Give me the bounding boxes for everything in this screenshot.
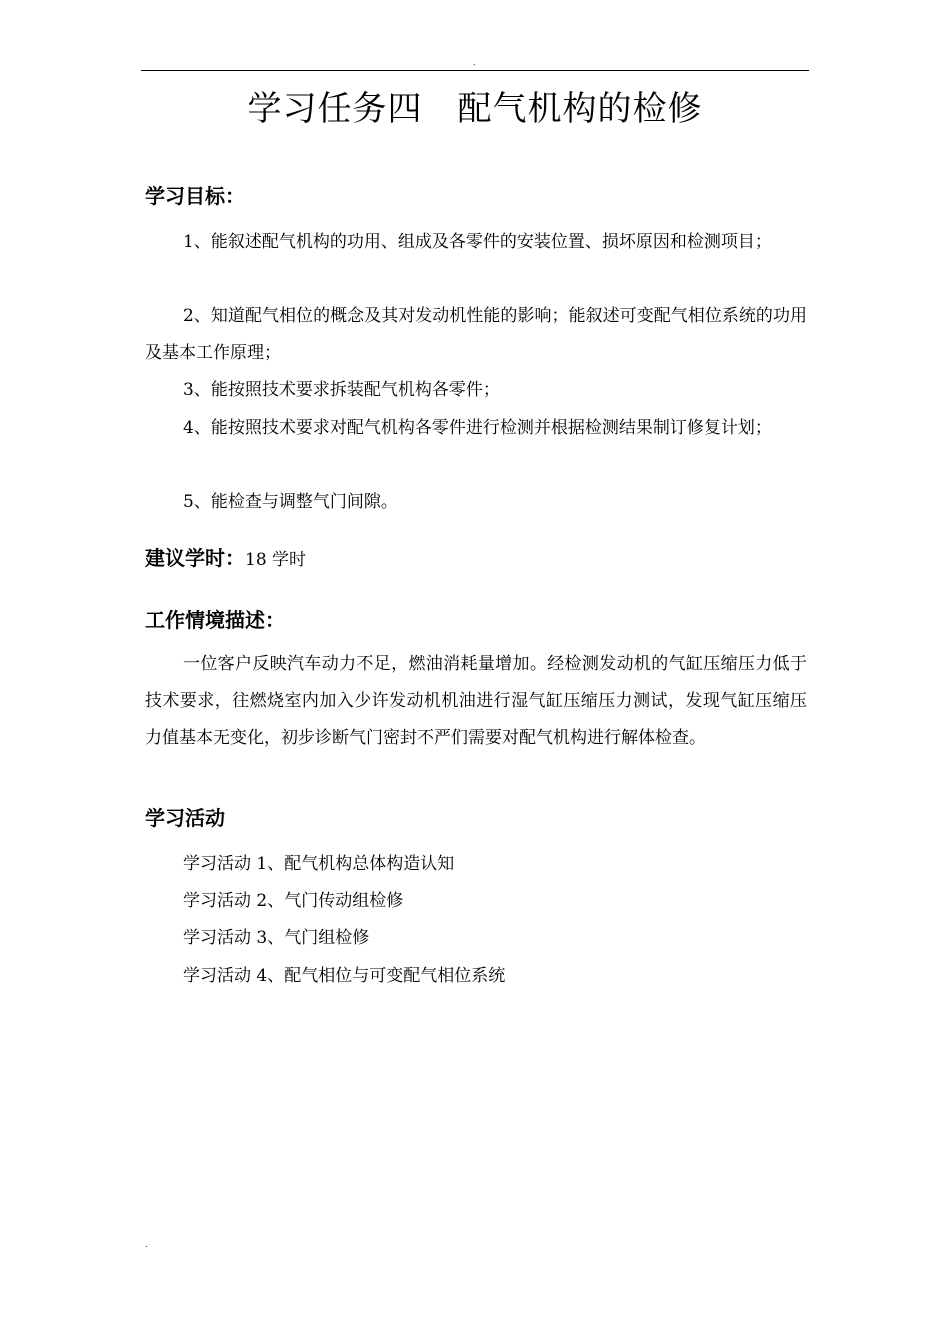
- objective-item-3: 3、能按照技术要求拆装配气机构各零件；: [183, 380, 500, 400]
- objective-item-4: 4、能按照技术要求对配气机构各零件进行检测并根据检测结果制订修复计划；: [183, 418, 772, 438]
- activity-item-3: 学习活动 3、气门组检修: [183, 928, 370, 948]
- scenario-heading: 工作情境描述：: [145, 608, 285, 632]
- header-rule: [141, 70, 809, 71]
- activity-item-4: 学习活动 4、配气相位与可变配气相位系统: [183, 966, 506, 986]
- scenario-text: 一位客户反映汽车动力不足，燃油消耗量增加。经检测发动机的气缸压缩压力低于技术要求，往燃烧室内加入少许发动机机油进行湿气缸压缩压力测试，发现气缸压缩压力值基本无变化，初步诊断气门密封不严们需要对配气机构进行解体检查。: [145, 654, 807, 748]
- activity-item-1: 学习活动 1、配气机构总体构造认知: [183, 854, 455, 874]
- activities-heading: 学习活动: [145, 806, 225, 830]
- objective-item-5: 5、能检查与调整气门间隙。: [183, 492, 398, 512]
- objective-item-2: 2、知道配气相位的概念及其对发动机性能的影响；能叙述可变配气相位系统的功用及基本工作原理；: [145, 306, 807, 363]
- suggested-hours-heading: 建议学时：: [145, 546, 245, 570]
- suggested-hours-value: 18 学时: [245, 550, 307, 570]
- footer-dot: .: [145, 1240, 148, 1249]
- objectives-heading: 学习目标：: [145, 184, 245, 208]
- header-dot: .: [473, 58, 476, 67]
- activity-item-2: 学习活动 2、气门传动组检修: [183, 891, 404, 911]
- suggested-hours-line: [145, 544, 306, 574]
- objective-item-1: 1、能叙述配气机构的功用、组成及各零件的安装位置、损坏原因和检测项目；: [183, 232, 772, 252]
- page-title: 学习任务四 配气机构的检修: [247, 89, 703, 129]
